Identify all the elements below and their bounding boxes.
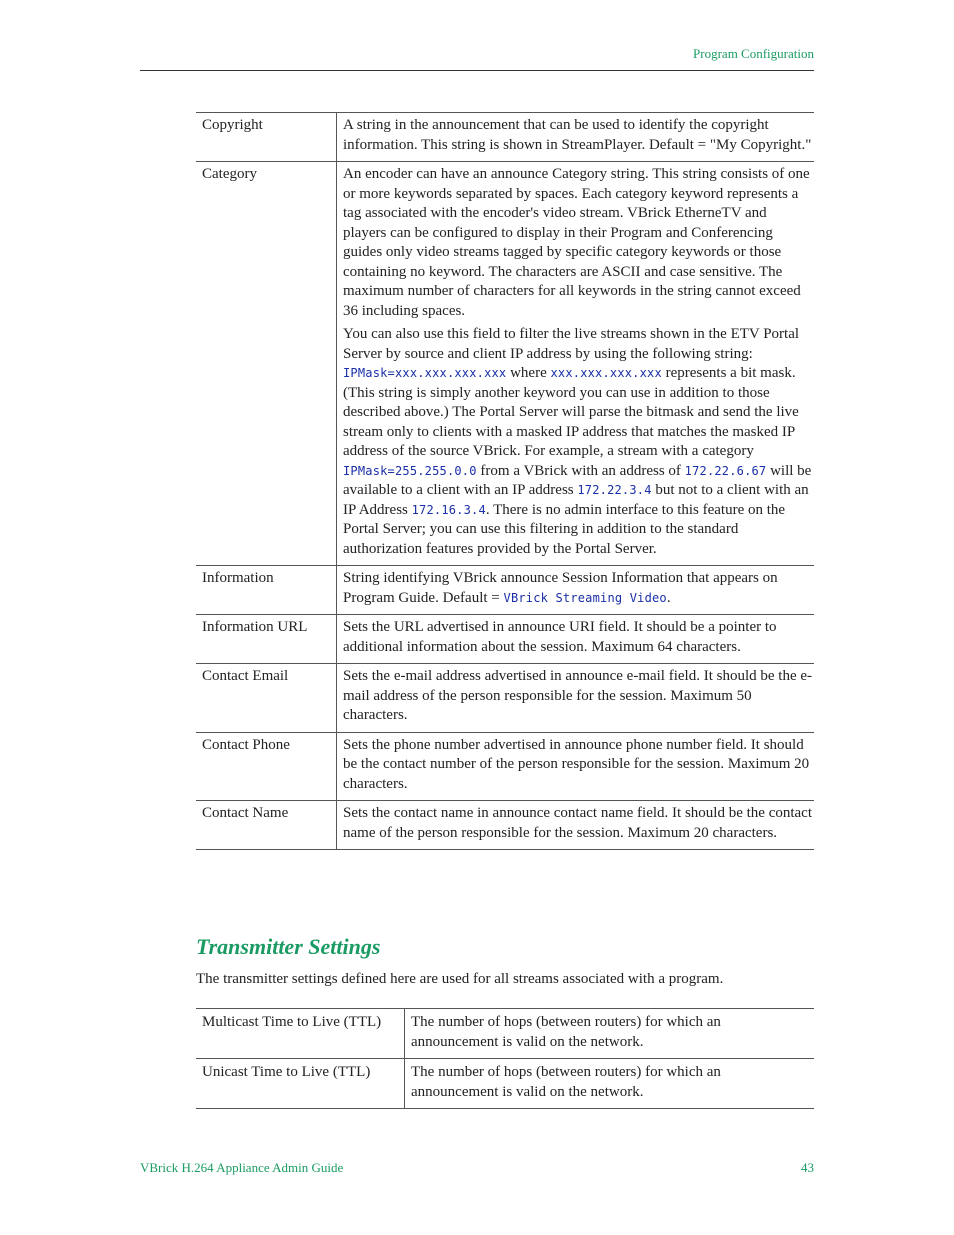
header-rule [140, 70, 814, 71]
text-run: but not to a client with an IP Address [343, 482, 809, 518]
code-value: 172.22.3.4 [577, 483, 652, 497]
text-run: An encoder can have an announce Category string. This string consists of one or more keywords separated by spaces. Each category keyword represents a tag associated with the encoder's video stream. VBrick EtherneTV and players can be configured to display in their Program and Conferencing guides only video streams tagged by specific category keywords or those containing no keyword. The characters are ASCII and case sensitive. The maximum number of characters for all keywords in the string cannot exceed 36 including spaces. [343, 166, 810, 319]
setting-description [337, 113, 815, 162]
transmitter-settings-table [196, 1008, 814, 1109]
text-run: String identifying VBrick announce Session Information that appears on Program Guide. Default = [343, 570, 778, 606]
setting-label: Information URL [196, 615, 337, 664]
text-run: represents a bit mask. (This string is simply another keyword you can use in addition to those described above.) The Portal Server will parse the bitmask and send the live stream only to clients with a masked IP address that matches the masked IP address of the source VBrick. For example, a stream with a category [343, 365, 799, 459]
table-row [196, 801, 814, 850]
setting-label: Contact Name [196, 801, 337, 850]
code-value: 172.22.6.67 [684, 463, 767, 478]
setting-label: Unicast Time to Live (TTL) [196, 1059, 405, 1109]
description-paragraph [343, 116, 812, 155]
text-run: Sets the e-mail address advertised in announce e-mail field. It should be the e-mail address of the person responsible for the session. Maximum 50 characters. [343, 668, 813, 723]
setting-description [337, 664, 815, 733]
text-run: A string in the announcement that can be used to identify the copyright information. This string is shown in StreamPlayer. Default = "My Copyright." [343, 117, 812, 153]
setting-label: Multicast Time to Live (TTL) [196, 1009, 405, 1059]
text-run: Sets the phone number advertised in announce phone number field. It should be the contact number of the person responsible for the session. Maximum 20 characters. [343, 736, 810, 792]
table-row [196, 664, 814, 733]
description-paragraph [343, 804, 812, 843]
setting-description [337, 566, 815, 615]
table-row [196, 1009, 814, 1059]
setting-description [337, 615, 815, 664]
text-run: where [506, 365, 551, 381]
setting-label: Information [196, 566, 337, 615]
setting-label: Contact Email [196, 664, 337, 733]
setting-description [337, 801, 815, 850]
table-row [196, 162, 814, 566]
code-value: IPMask=xxx.xxx.xxx.xxx [343, 366, 507, 380]
setting-label: Category [196, 162, 337, 566]
description-paragraph [343, 667, 812, 726]
running-header-title: Program Configuration [693, 46, 814, 61]
setting-description [337, 732, 815, 801]
setting-label: Copyright [196, 113, 337, 162]
code-value: 172.16.3.4 [411, 502, 486, 517]
description-paragraph [343, 736, 812, 795]
code-value: IPMask=255.255.0.0 [343, 463, 477, 478]
code-value: VBrick Streaming Video [503, 590, 667, 605]
section-intro: The transmitter settings defined here are used for all streams associated with a program. [196, 971, 724, 987]
table-row [196, 615, 814, 664]
footer-page-number: 43 [801, 1160, 814, 1175]
setting-description: The number of hops (between routers) for which an announcement is valid on the network. [405, 1009, 815, 1059]
setting-description [337, 162, 815, 566]
code-value: xxx.xxx.xxx.xxx [550, 366, 662, 380]
description-paragraph [343, 165, 812, 321]
description-paragraph [343, 325, 812, 559]
text-run: . [666, 589, 671, 606]
text-run: will be available to a client with an IP address [343, 462, 812, 498]
text-run: from a VBrick with an address of [476, 462, 685, 479]
table-row [196, 732, 814, 801]
section-heading: Transmitter Settings [196, 934, 381, 959]
text-run: Sets the URL advertised in announce URI field. It should be a pointer to additional information about the session. Maximum 64 characters. [343, 619, 777, 655]
footer-guide-title: VBrick H.264 Appliance Admin Guide [140, 1160, 344, 1175]
setting-description: The number of hops (between routers) for which an announcement is valid on the network. [405, 1059, 815, 1109]
program-settings-table [196, 112, 814, 850]
setting-label: Contact Phone [196, 732, 337, 801]
description-paragraph [343, 618, 812, 657]
text-run: Sets the contact name in announce contact name field. It should be the contact name of the person responsible for the session. Maximum 20 characters. [343, 805, 812, 841]
text-run: . There is no admin interface to this feature on the Portal Server; you can use this filtering in addition to the standard authorization features provided by the Portal Server. [343, 501, 786, 557]
description-paragraph [343, 569, 812, 608]
table-row [196, 113, 814, 162]
table-row [196, 566, 814, 615]
table-row [196, 1059, 814, 1109]
text-run: You can also use this field to filter the live streams shown in the ETV Portal Server by source and client IP address by using the following string: [343, 326, 800, 362]
